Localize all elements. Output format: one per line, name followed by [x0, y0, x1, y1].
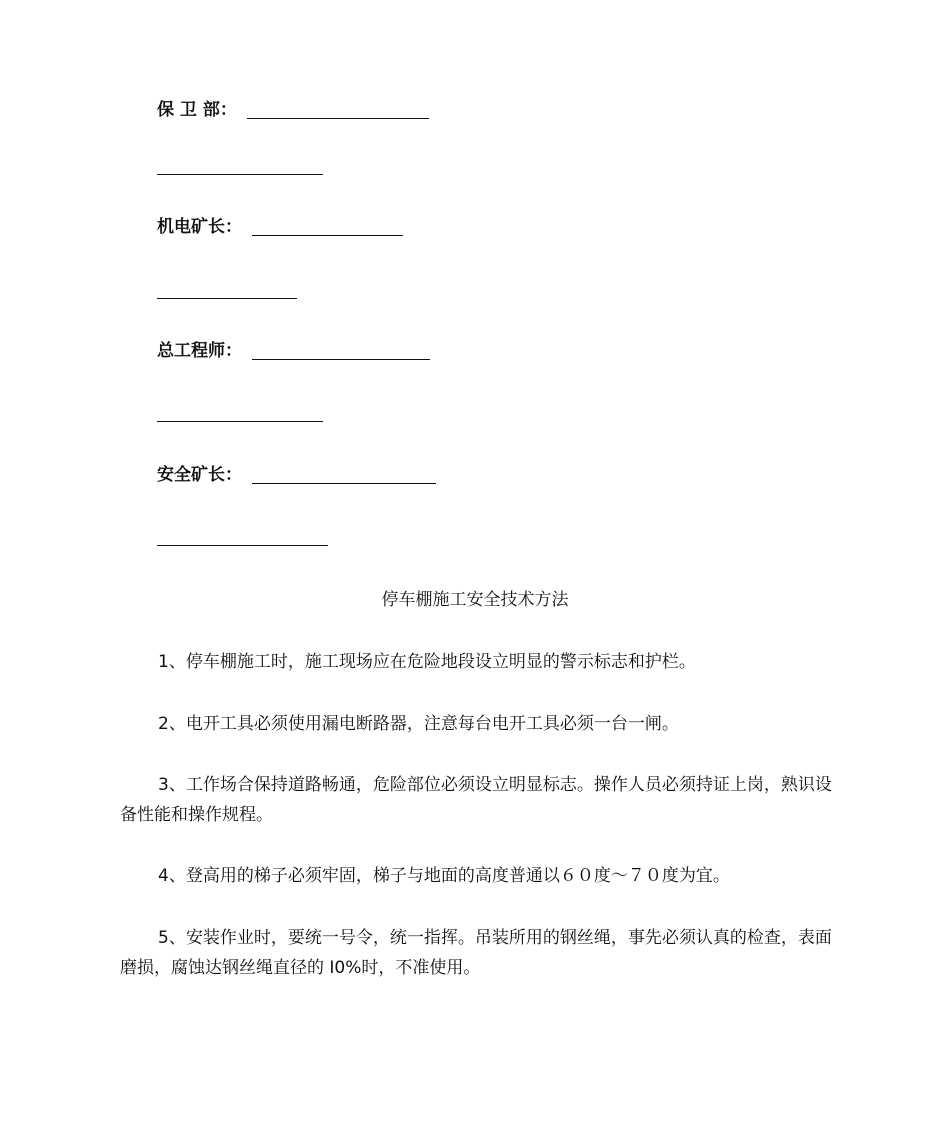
paragraph-text: 5、安装作业时，要统一号令，统一指挥。吊装所用的钢丝绳，事先必须认真的检查，表面磨损，腐蚀达钢丝绳直径的 I0%时，不准使用。: [120, 928, 832, 978]
paragraph-item: [120, 923, 845, 983]
signature-blank: [252, 234, 403, 236]
document-title: 停车棚施工安全技术方法: [381, 590, 569, 610]
signature-label: 总工程师：: [157, 341, 242, 361]
paragraph-item: [120, 709, 845, 739]
paragraph-item: [120, 770, 845, 830]
signature-security-dept: [157, 98, 429, 122]
blank-line: [157, 544, 328, 546]
signature-label: 安全矿长：: [157, 465, 242, 485]
signature-blank: [252, 358, 430, 360]
blank-line: [157, 420, 323, 422]
signature-blank: [247, 117, 429, 119]
blank-line: [157, 297, 297, 299]
blank-line: [157, 173, 323, 175]
signature-chief-engineer: [157, 339, 430, 363]
signature-label: 机电矿长：: [157, 217, 242, 237]
paragraph-text: 2、电开工具必须使用漏电断路器，注意每台电开工具必须一台一闸。: [158, 714, 679, 734]
signature-mechanical-manager: [157, 215, 403, 239]
paragraph-item: [120, 861, 845, 891]
signature-safety-manager: [157, 463, 436, 487]
signature-label: 保 卫 部：: [157, 100, 237, 120]
paragraph-text: 1、停车棚施工时，施工现场应在危险地段设立明显的警示标志和护栏。: [158, 652, 696, 672]
paragraph-text: 4、登高用的梯子必须牢固，梯子与地面的高度普通以６０度～７０度为宜。: [158, 866, 730, 886]
signature-blank: [252, 482, 436, 484]
paragraph-text: 3、工作场合保持道路畅通，危险部位必须设立明显标志。操作人员必须持证上岗，熟识设备性能和操作规程。: [120, 775, 832, 825]
paragraph-item: [120, 647, 845, 677]
